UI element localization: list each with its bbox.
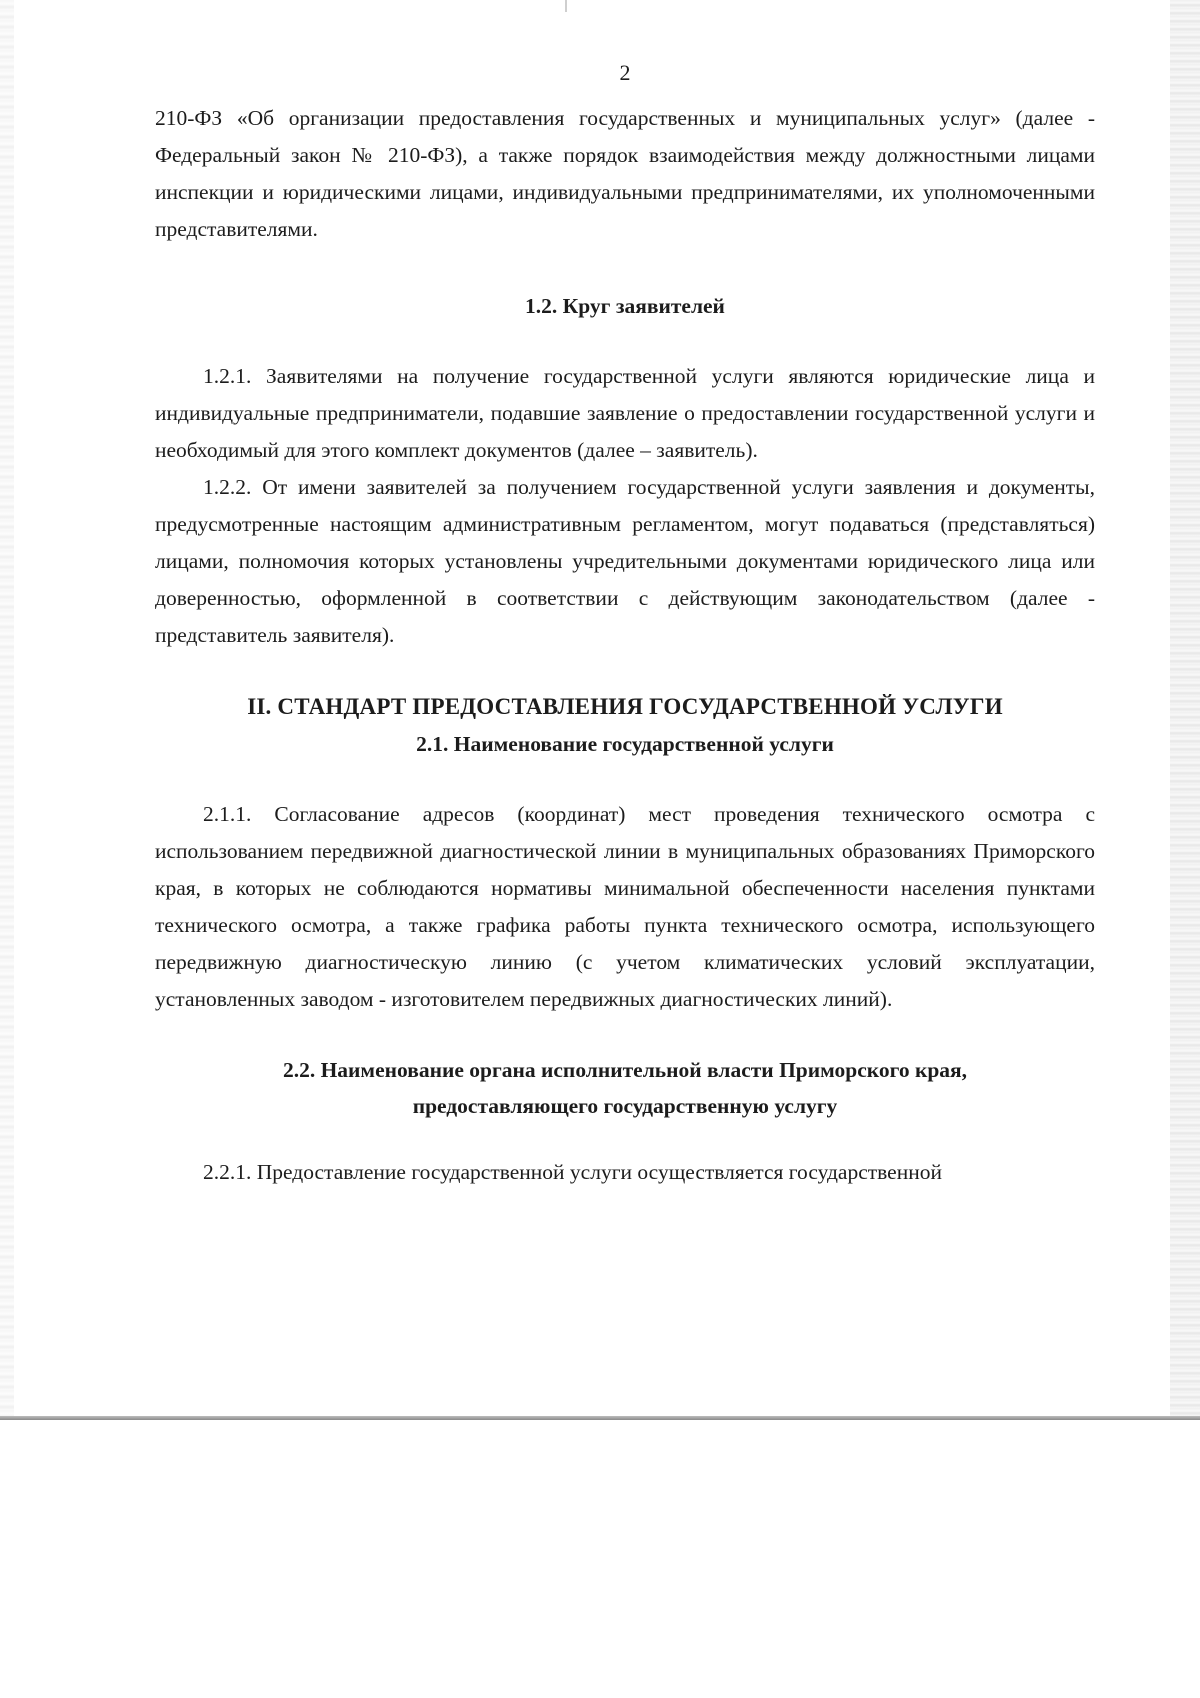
scan-edge-left [0, 0, 14, 1420]
paragraph-1-2-1: 1.2.1. Заявителями на получение государственной услуги являются юридические лица и индивидуальные предприниматели, подавшие заявление о предоставлении государственной услуги и необходимый для этого комплект документов (далее – заявитель). [155, 364, 1095, 462]
section-2-1-heading: 2.1. Наименование государственной услуги [416, 732, 834, 756]
page-number: 2 [619, 60, 631, 85]
paragraph-2-1-1: 2.1.1. Согласование адресов (координат) мест проведения технического осмотра с использованием передвижной диагностической линии в муниципальных образованиях Приморского края, в которых не соблюдаются нормативы минимальной обеспеченности населения пунктами технического осмотра, а также графика работы пункта технического осмотра, использующего передвижную диагностическую линию (с учетом климатических условий эксплуатации, установленных заводом - изготовителем передвижных диагностических линий). [155, 802, 1095, 1011]
intro-paragraph: 210-ФЗ «Об организации предоставления государственных и муниципальных услуг» (далее - Федеральный закон № 210-ФЗ), а также порядок взаимодействия между должностными лицами инспекции и юридическими лицами, индивидуальными предпринимателями, их уполномоченными представителями. [155, 106, 1095, 241]
paragraph-2-2-1: 2.2.1. Предоставление государственной услуги осуществляется государственной [203, 1160, 942, 1184]
paragraph-1-2-2: 1.2.2. От имени заявителей за получением государственной услуги заявления и документы, предусмотренные настоящим административным регламентом, могут подаваться (представляться) лицами, полномочия которых установлены учредительными документами юридического лица или доверенностью, оформленной в соответствии с действующим законодательством (далее - представитель заявителя). [155, 475, 1095, 647]
section-2-2-heading-line2: предоставляющего государственную услугу [412, 1094, 838, 1118]
scan-top-mark [565, 0, 567, 12]
section-1-2-heading: 1.2. Круг заявителей [525, 294, 725, 318]
scan-bottom-edge [0, 1416, 1200, 1420]
chapter-2-heading: II. СТАНДАРТ ПРЕДОСТАВЛЕНИЯ ГОСУДАРСТВЕННОЙ УСЛУГИ [247, 694, 1003, 719]
section-2-2-heading-line1: 2.2. Наименование органа исполнительной власти Приморского края, [282, 1058, 968, 1082]
scan-edge-right [1170, 0, 1200, 1420]
document-body [155, 60, 1095, 1191]
